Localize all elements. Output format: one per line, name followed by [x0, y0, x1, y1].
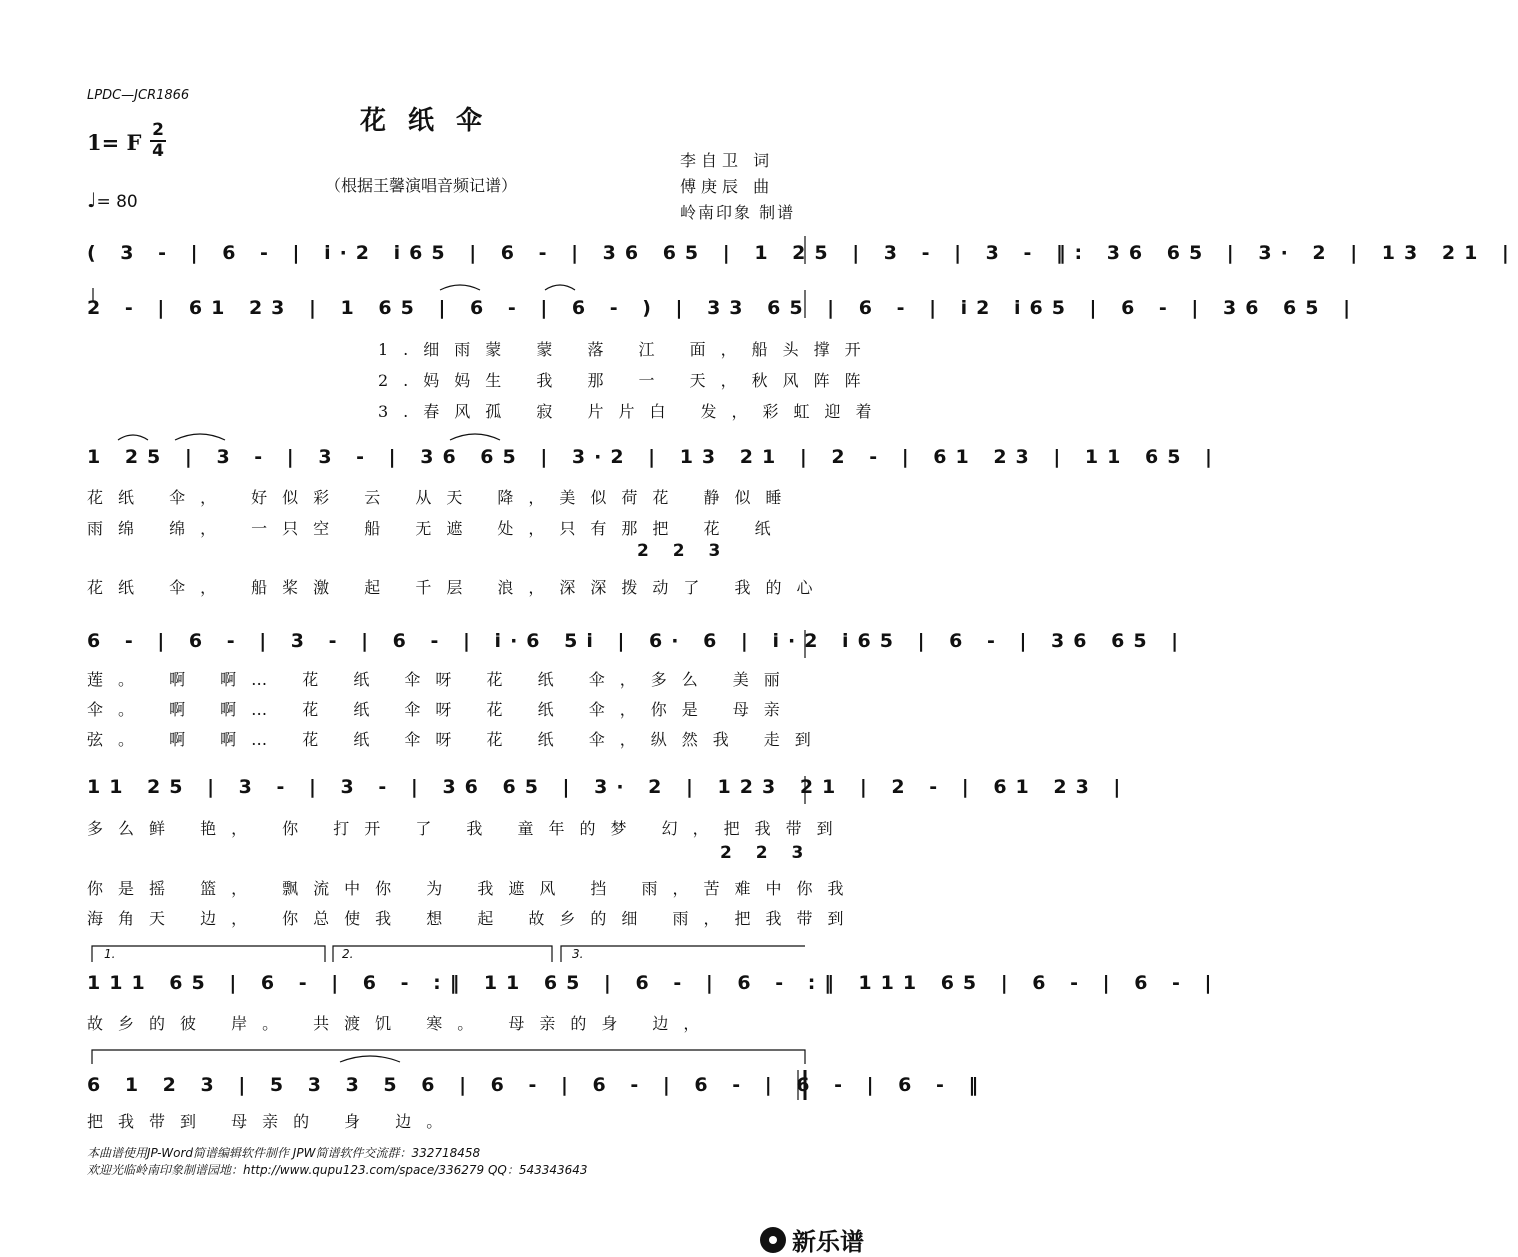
- notation-line-5: 11 25 | 3 - | 3 - | 36 65 | 3· 2 | 123 21 | 2 - | 61 23 |: [87, 776, 1130, 798]
- alt-notes-3: 2 2 3: [637, 541, 730, 561]
- notation-line-3: 1 25 | 3 - | 3 - | 36 65 | 3·2 | 13 21 | 2 - | 61 23 | 11 65 |: [87, 446, 1221, 468]
- slur-a: [440, 285, 480, 290]
- lyric-line-5-verse-3: 海角天 边， 你总使我 想 起 故乡的细 雨，把我带到: [87, 909, 859, 928]
- composer-credit: 傅庚辰 曲: [680, 177, 775, 196]
- volta-3-bracket: [561, 946, 805, 962]
- lyric-line-5-verse-1: 多么鲜 艳， 你 打开 了 我 童年的梦 幻，把我带到: [87, 819, 848, 838]
- time-signature-top: 2: [152, 120, 164, 140]
- slur-f: [340, 1056, 400, 1062]
- subtitle: （根据王馨演唱音频记谱）: [325, 176, 518, 195]
- lyric-line-3-verse-2: 雨绵 绵， 一只空 船 无遮 处，只有那把 花 纸: [87, 519, 786, 538]
- time-signature-bottom: 4: [152, 141, 164, 161]
- arranger-credit: 岭南印象 制谱: [680, 203, 796, 222]
- notation-line-1: ( 3 - | 6 - | i·2 i65 | 6 - | 36 65 | 1 25 | 3 - | 3 - ‖: 36 65 | 3· 2 | 13 21 |: [87, 242, 1518, 264]
- score-code: LPDC—JCR1866: [87, 88, 190, 103]
- lyric-line-4-verse-1: 莲。 啊 啊… 花 纸 伞呀 花 纸 伞，多么 美丽: [87, 670, 795, 689]
- lyric-line-7: 把我带到 母亲的 身 边。: [87, 1112, 458, 1131]
- lyric-line-3-verse-3: 花纸 伞， 船桨激 起 千层 浪，深深拨动了 我的心: [87, 578, 828, 597]
- notation-line-4: 6 - | 6 - | 3 - | 6 - | i·6 5i | 6· 6 | i·2 i65 | 6 - | 36 65 |: [87, 630, 1188, 652]
- notation-line-7: 6 1 2 3 | 5 3 3 5 6 | 6 - | 6 - | 6 - | 6 - | 6 - ‖: [87, 1074, 988, 1096]
- lyric-line-5-verse-2: 你是摇 篮， 飘流中你 为 我遮风 挡 雨，苦难中你我: [87, 879, 859, 898]
- ending-1-label: 1.: [104, 947, 116, 961]
- song-title: 花纸伞: [360, 106, 505, 136]
- notation-line-2: 2 - | 61 23 | 1 65 | 6 - | 6 - ) | 33 65 | 6 - | i2 i65 | 6 - | 36 65 |: [87, 297, 1360, 319]
- tempo-value: = 80: [96, 192, 138, 212]
- lyric-line-3-verse-1: 花纸 伞， 好似彩 云 从天 降，美似荷花 静似睡: [87, 488, 797, 507]
- brand-name: 新乐谱: [792, 1228, 864, 1256]
- lyric-line-2-verse-2: 2.妈妈生 我 那 一 天，秋风阵阵: [378, 371, 876, 390]
- slur-c: [118, 435, 148, 440]
- volta-2-bracket: [333, 946, 552, 962]
- slur-b: [545, 285, 575, 290]
- record-disc-icon: [760, 1227, 786, 1253]
- key-signature: 1= F: [87, 130, 142, 155]
- brand-logo: [760, 1222, 864, 1257]
- quarter-note-icon: ♩: [87, 188, 97, 212]
- volta-1-bracket: [92, 946, 325, 962]
- lyric-line-6: 故乡的彼 岸。 共渡饥 寒。 母亲的身 边，: [87, 1014, 715, 1033]
- ending-3-label: 3.: [572, 947, 584, 961]
- ending-2-label: 2.: [342, 947, 354, 961]
- footer-line-1: 本曲谱使用JP-Word简谱编辑软件制作 JPW简谱软件交流群：332718458: [87, 1146, 481, 1160]
- footer-line-2: 欢迎光临岭南印象制谱园地：http://www.qupu123.com/space/336279 QQ：543343643: [87, 1163, 588, 1177]
- lyric-line-4-verse-2: 伞。 啊 啊… 花 纸 伞呀 花 纸 伞，你是 母亲: [87, 700, 795, 719]
- slur-e: [450, 434, 500, 440]
- notation-line-6: 111 65 | 6 - | 6 - :‖ 11 65 | 6 - | 6 - :‖ 111 65 | 6 - | 6 - |: [87, 972, 1221, 994]
- slur-d: [175, 434, 225, 440]
- lyricist-credit: 李自卫 词: [680, 151, 775, 170]
- alt-notes-5: 2 2 3: [720, 843, 813, 863]
- lyric-line-4-verse-3: 弦。 啊 啊… 花 纸 伞呀 花 纸 伞，纵然我 走到: [87, 730, 826, 749]
- lyric-line-2-verse-1: 1.细雨蒙 蒙 落 江 面，船头撑开: [378, 340, 876, 359]
- system-7-bracket: [92, 1050, 805, 1064]
- lyric-line-2-verse-3: 3.春风孤 寂 片片白 发，彩虹迎着: [378, 402, 887, 421]
